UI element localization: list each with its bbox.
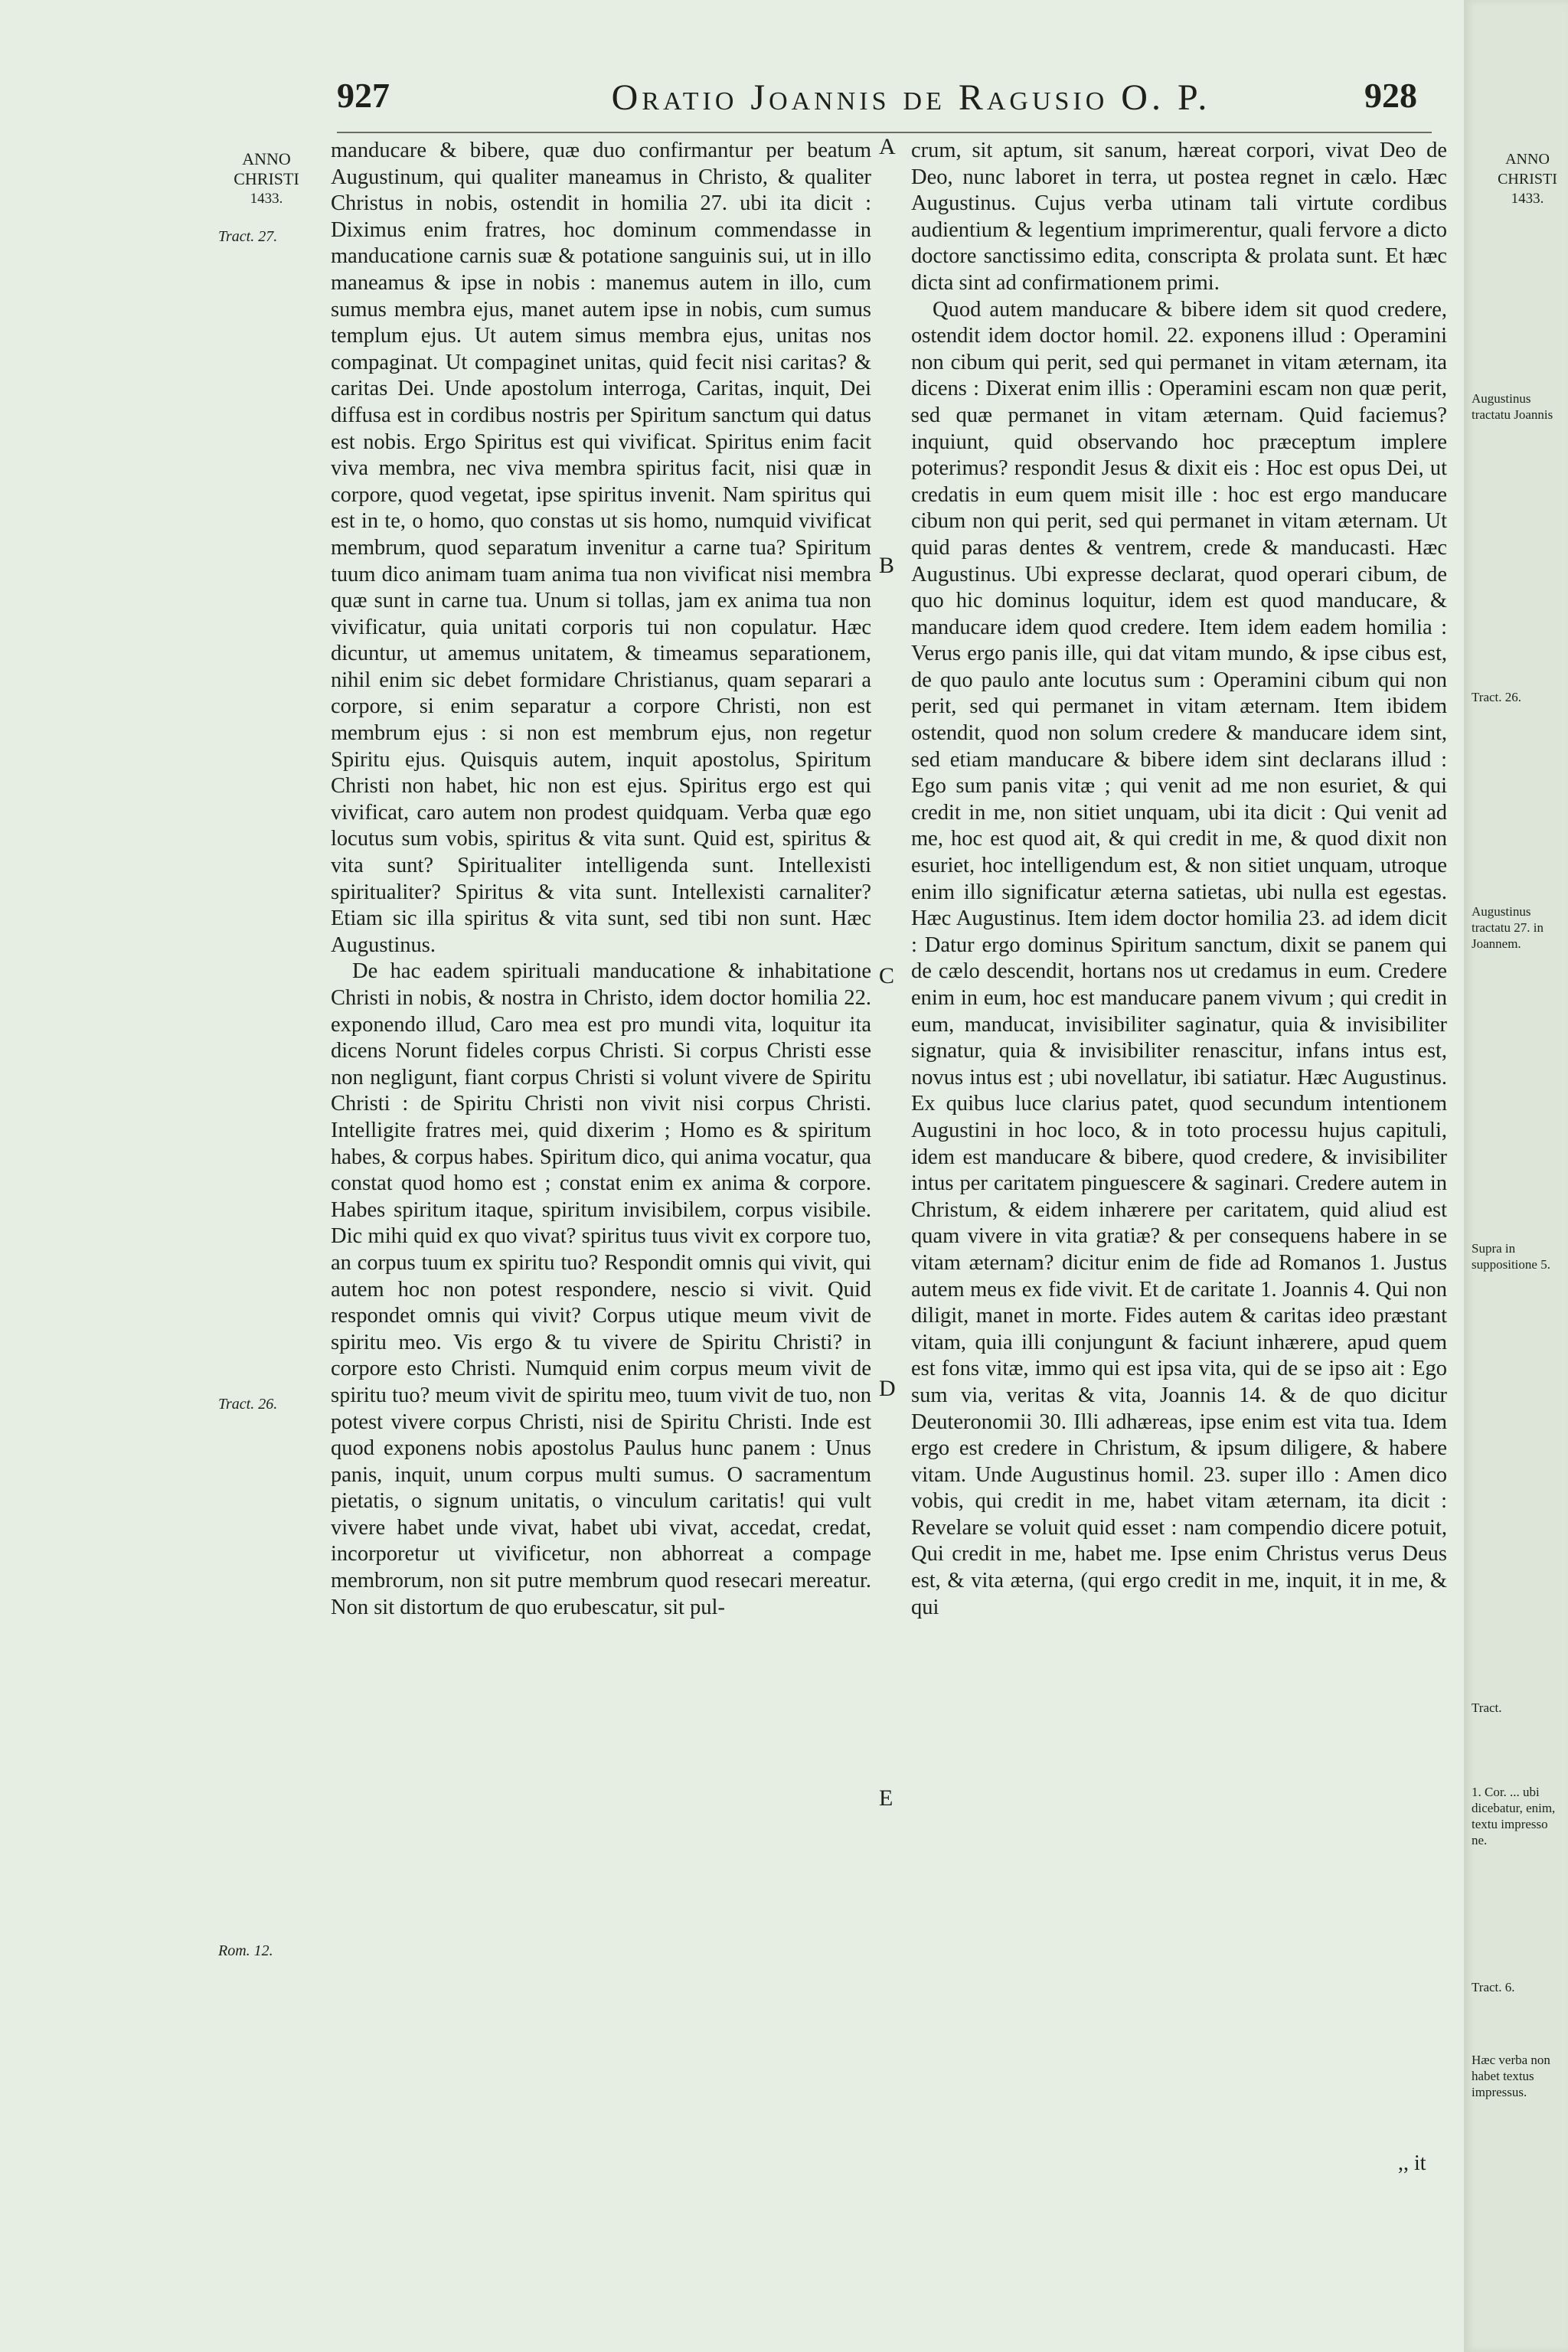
section-letter: B (879, 553, 895, 578)
margin-note: Tract. 27. (218, 228, 278, 245)
text-column-right (911, 138, 1447, 1621)
year-label: 1433. (250, 191, 283, 207)
margin-note: Tract. (1472, 1700, 1502, 1715)
christi-label: CHRISTI (234, 169, 299, 188)
margin-note: Supra in suppositione 5. (1472, 1241, 1550, 1272)
page-number-right: 928 (1364, 76, 1417, 115)
margin-note: Augustinus tractatu 27. in Joannem. (1472, 904, 1544, 951)
margin-note: Hæc verba non habet textus impressus. (1472, 2053, 1550, 2099)
text-column-left (331, 138, 871, 1621)
year-label: 1433. (1511, 191, 1544, 207)
margin-note: Augustinus tractatu Joannis (1472, 391, 1553, 422)
page-number-left: 927 (337, 76, 390, 115)
section-letter: C (879, 963, 895, 988)
header-rule (337, 132, 1432, 133)
margin-note: Tract. 26. (1472, 690, 1522, 704)
paragraph: De hac eadem spirituali manducatione & inhabitatione Christi in nobis, & nostra in Christo, idem doctor homilia 22. exponendo illud, Caro mea est pro mundi vita, loquitur ita dicens Norunt fideles corpus Christi. Si corpus Christi esse non negligunt, fiant corpus Christi si volunt vivere de Spiritu Christi : de Spiritu Christi non vivit nisi corpus Christi. Intelligite fratres mei, quid dixerim ; Homo es & spiritum habes, & corpus habes. Spiritum dico, qui anima vocatur, qua constat quod homo est ; constat enim ex anima & corpore. Habes spiritum itaque, spiritum invisibilem, corpus visibile. Dic mihi quid ex quo vivat? spiritus tuus vivit ex corpore tuo, an corpus tuum ex spiritu tuo? Respondit omnis qui vivit, qui autem hoc non potest respondere, nescio si vivit. Quid respondet omnis qui vivit? Corpus utique meum vivit de spiritu meo. Vis ergo & tu vivere de Spiritu Christi? in corpore esto Christi. Numquid enim corpus meum vivit de spiritu tuo? meum vivit de spiritu meo, tuum vivit de tuo, non potest vivere corpus Christi, nisi de Spiritu Christi. Inde est quod exponens nobis apostolus Paulus hunc panem : Unus panis, inquit, unum corpus multi sumus. O sacramentum pietatis, o signum unitatis, o vinculum caritatis! qui vult vivere habet unde vivat, habet ubi vivat, accedat, credat, incorporetur ut vivificetur, non abhorreat a compage membrorum, non sit putre membrum quod resecari mereatur. Non sit distortum de quo erubescatur, sit pul- (331, 959, 871, 1619)
year-note-left (217, 149, 316, 209)
paragraph: Quod autem manducare & bibere idem sit quod credere, ostendit idem doctor homil. 22. exponens illud : Operamini non cibum qui perit, sed qui permanet in vitam æternam, ita dicens : Dixerat enim illis : Operamini escam non quæ perit, sed quæ permanet in vitam æternam. Quid faciemus? inquiunt, quid observando hoc præceptum implere poterimus? respondit Jesus & dixit eis : Hoc est opus Dei, ut credatis in eum quem misit ille : hoc est ergo manducare cibum non qui perit, sed qui permanet in vitam æternam. Ut quid paras dentes & ventrem, crede & manducasti. Hæc Augustinus. Ubi expresse declarat, quod operari cibum, de quo hic dominus loquitur, idem est quod manducare, & manducare idem quod credere. Item idem eadem homilia : Verus ergo panis ille, qui dat vitam mundo, & ipse cibus est, de quo paulo ante locutus sum : Operamini cibum qui non perit, sed qui permanet in vitam æternam. Item ibidem ostendit, quod non solum credere & manducare idem sint, sed etiam manducare & bibere idem sint declarans illud : Ego sum panis vitæ ; qui venit ad me non esuriet, & qui credit in me, non sitiet unquam, ubi ita dicit : Qui venit ad me, hoc est quod ait, & qui credit in me, & quod dixit non esuriet, hoc intelligendum est, & non sitiet unquam, utroque enim illo significatur æterna satietas, ubi nulla est egestas. Hæc Augustinus. Item idem doctor homilia 23. ad idem dicit : Datur ergo dominus Spiritum sanctum, dixit se panem qui de cælo descendit, hortans nos ut credamus in eum. Credere enim in eum, hoc est manducare panem vivum ; qui credit in eum, manducat, invisibiliter saginatur, quia & invisibiliter signatur, quia & invisibiliter renascitur, infans intus est, novus intus est ; ubi novellatur, ibi satiatur. Hæc Augustinus. Ex quibus luce clarius patet, quod secundum intentionem Augustini in hoc loco, & in toto processu hujus capituli, idem est manducare & bibere, quod credere, & invisibiliter intus per caritatem pinguescere & saginari. Credere autem in Christum, & eidem inhærere per caritatem, quid aliud est quam vivere in vita gratiæ? & per consequens habere in se vitam æternam? dicitur enim de fide ad Romanos 1. Justus autem meus ex fide vivit. Et de caritate 1. Joannis 4. Qui non diligit, manet in morte. Fides autem & caritas ideo præstant vitam, quia illi conjungunt & faciunt inhærere, apud quem est fons vitæ, immo qui est ipsa vita, qui de se ipso ait : Ego sum via, veritas & vita, Joannis 14. & de quo dicitur Deuteronomii 30. Illi adhæreas, ipse enim est vita tua. Idem ergo est credere in Christum, & ipsum diligere, & habere vitam. Unde Augustinus homil. 23. super illo : Amen dico vobis, qui credit in me, habet vitam æternam, ita dicit : Revelare se voluit quid esset : nam compendio dicere potuit, Qui credit in me, habet me. Ipse enim Christus verus Deus est, & vita æterna, (qui ergo credit in me, inquit, it in me, & qui (911, 297, 1447, 1619)
margin-note: 1. Cor. ... ubi dicebatur, enim, textu impresso ne. (1472, 1785, 1556, 1847)
section-letter: E (879, 1785, 893, 1811)
binding-gutter (1464, 0, 1568, 2352)
section-letter: D (879, 1376, 896, 1401)
paragraph: crum, sit aptum, sit sanum, hæreat corpori, vivat Deo de Deo, nunc laboret in terra, ut postea regnet in cælo. Hæc Augustinus. Cujus verba utinam tali virtute cordibus audientium & legentium imprimerentur, quali fervore a dicto doctore sanctissimo edita, conscripta & prolata sunt. Et hæc dicta sint ad confirmationem primi. (911, 139, 1447, 295)
margin-note: Rom. 12. (218, 1942, 273, 1959)
year-note-right (1485, 149, 1568, 209)
margin-note: Tract. 26. (218, 1396, 278, 1413)
anno-label: ANNO (242, 149, 291, 168)
christi-label: CHRISTI (1498, 171, 1557, 188)
paragraph: manducare & bibere, quæ duo confirmantur per beatum Augustinum, qui qualiter maneamus in Christo, & qualiter Christus in nobis, ostendit in homilia 27. ubi ita dicit : Diximus enim fratres, hoc dominum commendasse in manducatione carnis suæ & potatione sanguinis sui, ut in illo maneamus & ipse in nobis : manemus autem in illo, cum sumus membra ejus, manet autem ipse in nobis, cum sumus templum ejus. Ut autem simus membra ejus, unitas nos compaginat. Ut compaginet unitas, quid fecit nisi caritas? & caritas Dei. Unde apostolum interroga, Caritas, inquit, Dei diffusa est in cordibus nostris per Spiritum sanctum qui datus est nobis. Ergo Spiritus est qui vivificat. Spiritus enim facit viva membra, nec viva membra spiritus facit, nisi quæ in corpore, quod vegetat, ipse spiritus invenit. Nam spiritus qui est in te, o homo, quo constas ut sis homo, numquid vivificat membrum, quod separatum invenitur a carne tua? Spiritum tuum dico animam tuam anima tua non vivificat nisi membra quæ sunt in carne tua. Unum si tollas, jam ex anima tua non vivificatur, quia unitati corporis tui non copulatur. Hæc dicuntur, ut amemus unitatem, & timeamus separationem, nihil enim sic debet formidare Christianus, quam separari a corpore, si enim separatur a corpore Christi, non est membrum ejus : si non est membrum ejus, non regetur Spiritu ejus. Quisquis autem, inquit apostolus, Spiritum Christi non habet, hic non est ejus. Spiritus ergo est qui vivificat, caro autem non prodest quidquam. Verba quæ ego locutus sum vobis, spiritus & vita sunt. Quid est, spiritus & vita sunt? Spiritualiter intelligenda sunt. Intellexisti spiritualiter? Spiritus & vita sunt. Intellexisti carnaliter? Etiam sic illa spiritus & vita sunt, sed tibi non sunt. Hæc Augustinus. (331, 139, 871, 957)
section-letter: A (879, 134, 896, 159)
anno-label: ANNO (1505, 151, 1550, 168)
catchword: ,, it (1398, 2151, 1426, 2175)
margin-note: Tract. 6. (1472, 1980, 1515, 1994)
running-title: Oratio Joannis de Ragusio O. P. (611, 77, 1211, 118)
